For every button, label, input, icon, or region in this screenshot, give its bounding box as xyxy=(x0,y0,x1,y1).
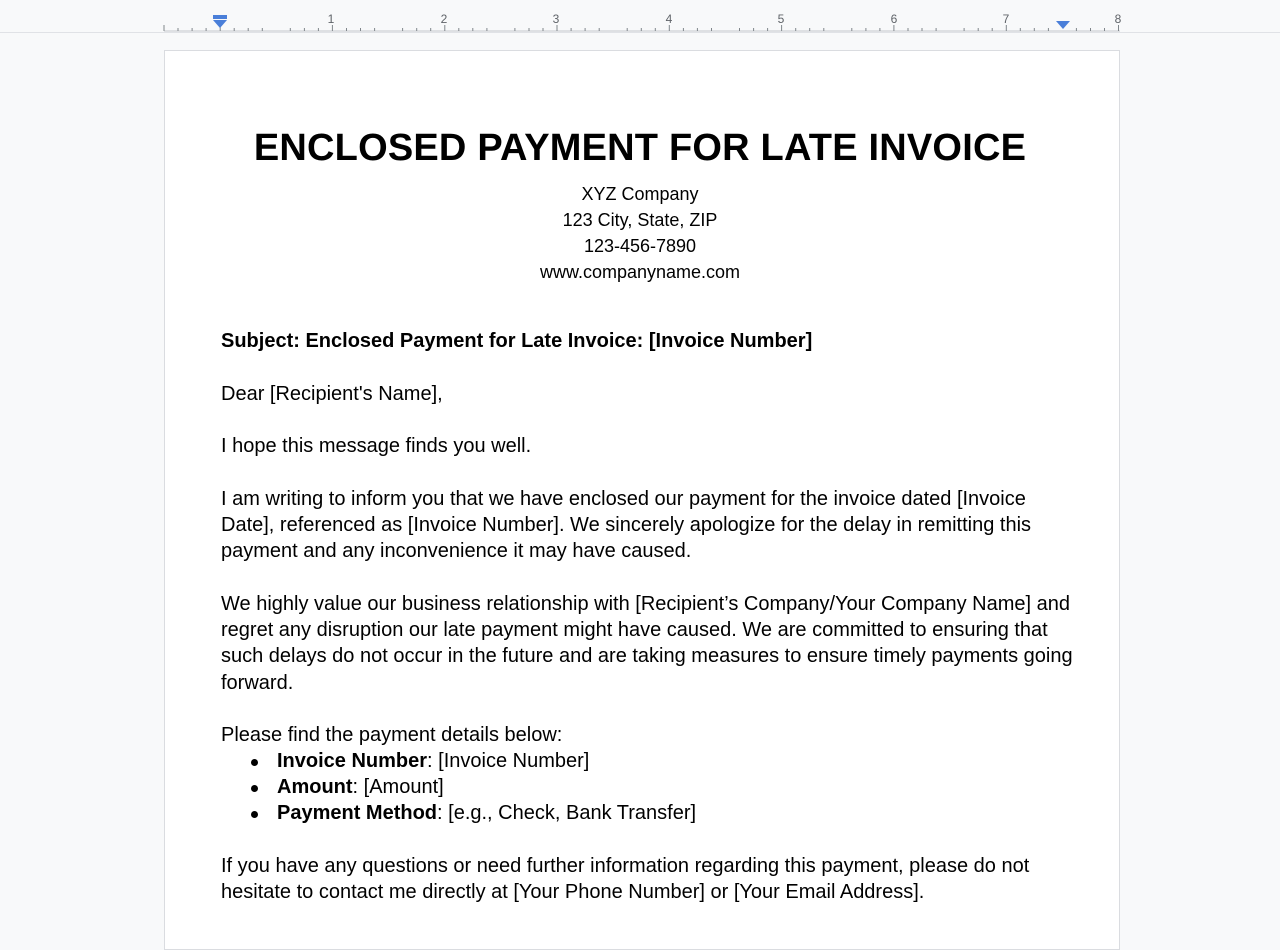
bullet-icon xyxy=(251,785,258,792)
list-item[interactable] xyxy=(221,774,1081,800)
list-item[interactable] xyxy=(221,748,1081,774)
ruler-number: 4 xyxy=(665,12,673,26)
ruler-number: 7 xyxy=(1002,12,1010,26)
ruler-ticks xyxy=(0,0,1280,32)
document-title[interactable]: ENCLOSED PAYMENT FOR LATE INVOICE xyxy=(253,127,1027,169)
detail-value: : [e.g., Check, Bank Transfer] xyxy=(437,802,697,825)
company-website[interactable]: www.companyname.com xyxy=(539,262,741,282)
ruler-number: 3 xyxy=(552,12,560,26)
detail-label: Amount xyxy=(277,776,353,799)
bullet-icon xyxy=(251,759,258,766)
ruler-number: 2 xyxy=(440,12,448,26)
list-item[interactable] xyxy=(221,800,1081,826)
letter-paragraph-2[interactable]: We highly value our business relationship with [Recipient’s Company/Your Company Name] and regret any disruption our late payment might have caused. We are committed to ensuring that such delays do not occur in the future and are taking measures to ensure timely payments going forward. xyxy=(221,593,1073,694)
letter-intro[interactable]: I hope this message finds you well. xyxy=(221,435,532,457)
right-indent-marker[interactable] xyxy=(1056,21,1070,29)
bullet-icon xyxy=(251,811,258,818)
detail-value: : [Amount] xyxy=(352,776,444,799)
letter-subject[interactable]: Subject: Enclosed Payment for Late Invoice: [Invoice Number] xyxy=(221,330,813,352)
payment-details-lead[interactable]: Please find the payment details below: xyxy=(221,724,563,746)
company-phone[interactable]: 123-456-7890 xyxy=(583,236,697,256)
company-name[interactable]: XYZ Company xyxy=(581,184,699,204)
detail-value: : [Invoice Number] xyxy=(427,750,590,772)
left-indent-marker[interactable] xyxy=(213,15,227,28)
detail-label: Payment Method xyxy=(277,802,438,825)
letter-greeting[interactable]: Dear [Recipient's Name], xyxy=(221,383,443,405)
ruler-number: 6 xyxy=(890,12,898,26)
ruler-number: 1 xyxy=(327,12,335,26)
detail-label: Invoice Number xyxy=(277,750,428,772)
letter-closing-paragraph[interactable]: If you have any questions or need further information regarding this payment, please do not hesitate to contact me directly at [Your Phone Number] or [Your Email Address]. xyxy=(221,855,1030,904)
company-address-block[interactable] xyxy=(0,181,1280,285)
letter-paragraph-1[interactable]: I am writing to inform you that we have enclosed our payment for the invoice dated [Invoice Date], referenced as [Invoice Number]. We sincerely apologize for the delay in remitting this payment and any inconvenience it may have caused. xyxy=(221,488,1032,563)
ruler-number: 5 xyxy=(777,12,785,26)
payment-details-list xyxy=(221,748,1081,827)
company-street-address[interactable]: 123 City, State, ZIP xyxy=(562,210,718,230)
ruler-number: 8 xyxy=(1114,12,1122,26)
horizontal-ruler[interactable] xyxy=(0,0,1280,33)
